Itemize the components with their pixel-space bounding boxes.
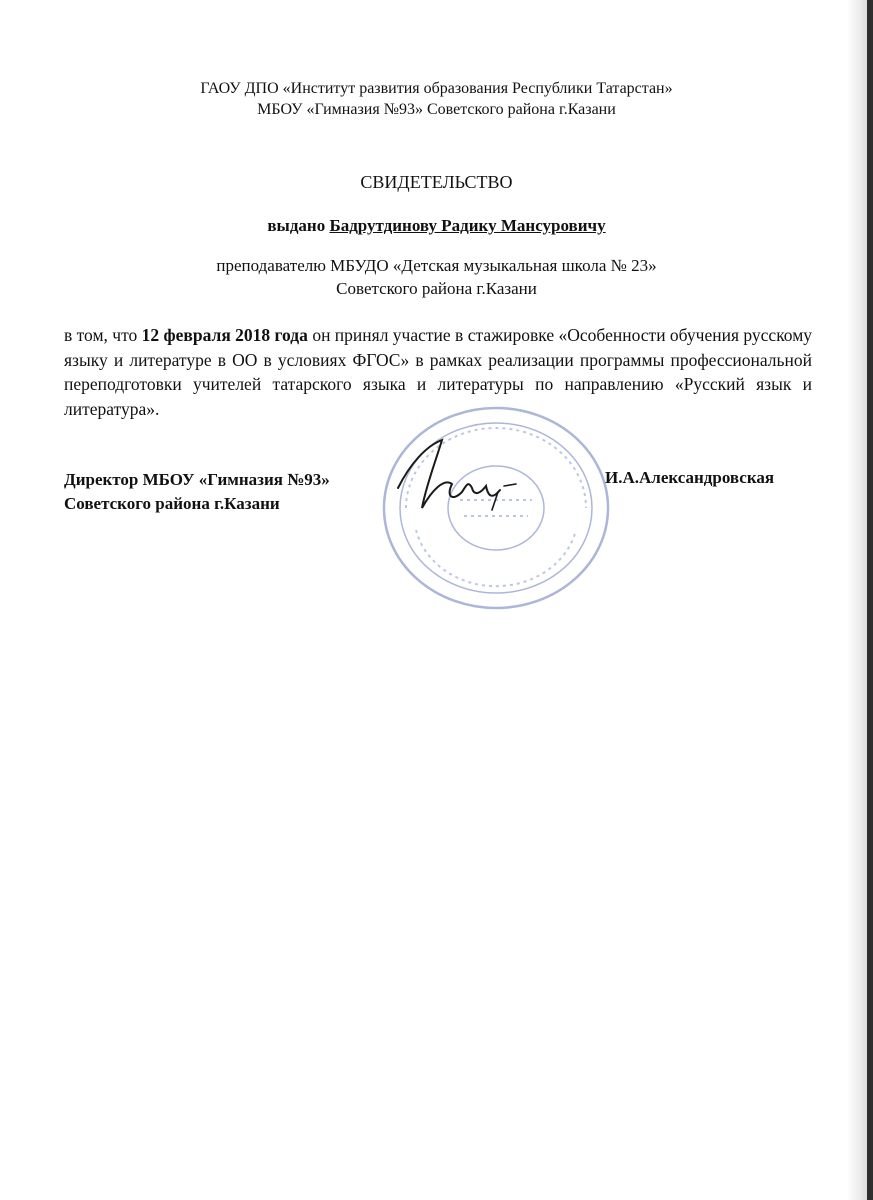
issued-to [0,216,873,236]
body-intro: в том, что [64,325,138,345]
position-line-1: Директор МБОУ «Гимназия №93» [64,470,330,489]
recipient-position: преподавателю МБУДО «Детская музыкальная школа № 23» [216,256,657,275]
header-school: МБОУ «Гимназия №93» Советского района г.Казани [257,101,616,118]
recipient-name: Бадрутдинову Радику Мансуровичу [329,216,606,235]
header-institute: ГАОУ ДПО «Институт развития образования Республики Татарстан» [200,80,673,97]
body-text: он принял участие в стажировке «Особенности обучения русскому языку и литературе в ОО в условиях ФГОС» в рамках реализации программы профессиональной переподготовки учителей татарского языка и литературы по направлению «Русский язык и литература». [64,325,813,419]
signatory-position [64,468,330,516]
document-title: СВИДЕТЕЛЬСТВО [360,172,513,192]
issued-prefix: выдано [267,216,326,235]
signature-icon [392,430,532,525]
signatory-name: И.А.Александровская [605,468,775,487]
position-line-2: Советского района г.Казани [64,494,280,513]
recipient-district: Советского района г.Казани [336,279,537,298]
body-date: 12 февраля 2018 года [141,325,308,345]
